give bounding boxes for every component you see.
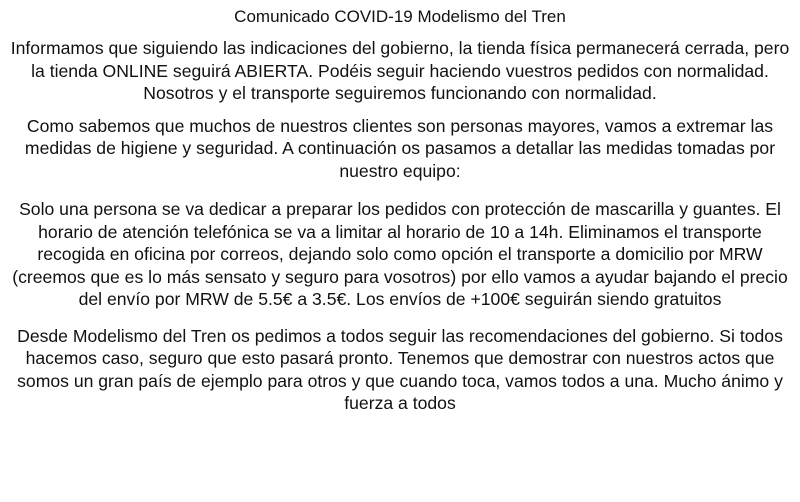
announcement-title: Comunicado COVID-19 Modelismo del Tren [234,7,566,26]
paragraph-closing-message: Desde Modelismo del Tren os pedimos a todos seguir las recomendaciones del gobierno. Si todos hacemos caso, seguro que esto pasará pronto. Tenemos que demostrar con nuestros actos que somos un gran país de ejemplo para otros y que cuando toca, vamos todos a una. Mucho ánimo y fuerza a todos [17,325,783,413]
paragraph-store-status: Informamos que siguiendo las indicaciones del gobierno, la tienda física permanecerá cerrada, pero la tienda ONLINE seguirá ABIERTA. Podéis seguir haciendo vuestros pedidos con normalidad. Nosotros y el transporte seguiremos funcionando con normalidad. [10,38,790,103]
paragraph-measures-detail: Solo una persona se va dedicar a preparar los pedidos con protección de mascarilla y guantes. El horario de atención telefónica se va a limitar al horario de 10 a 14h. Eliminamos el transporte recogida en oficina por correos, dejando solo como opción el transporte a domicilio por MRW (creemos que es lo más sensato y seguro para vosotros) por ello vamos a ayudar bajando el precio del envío por MRW de 5.5€ a 3.5€. Los envíos de +100€ seguirán siendo gratuitos [12,199,788,309]
paragraph-hygiene-measures: Como sabemos que muchos de nuestros clientes son personas mayores, vamos a extremar las medidas de higiene y seguridad. A continuación os pasamos a detallar las medidas tomadas por nuestro equipo: [24,115,776,181]
